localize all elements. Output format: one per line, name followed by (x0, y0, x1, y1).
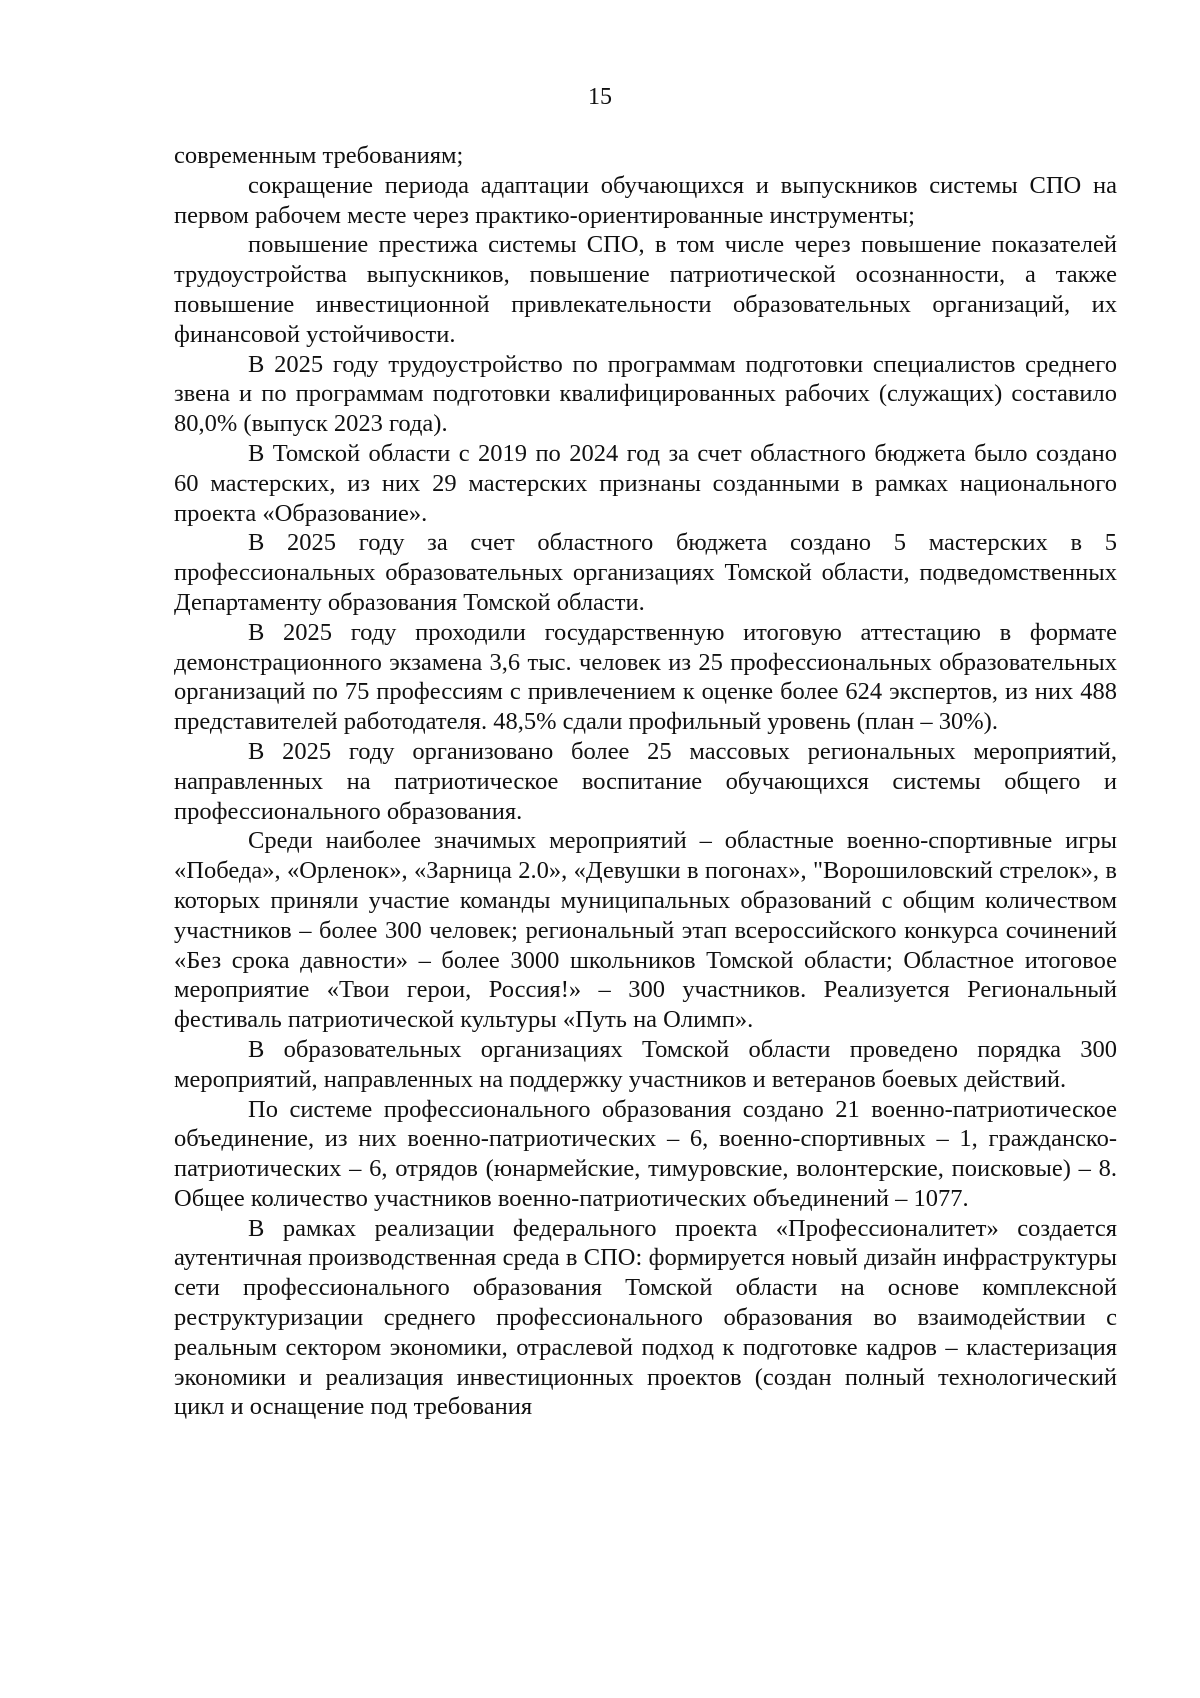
paragraph-workshops-2025: В 2025 году за счет областного бюджета создано 5 мастерских в 5 профессиональных образовательных организациях Томской области, подведомственных Департаменту образования Томской области. (174, 529, 1117, 616)
document-body (174, 141, 1117, 1422)
paragraph-workshops-2019-2024: В Томской области с 2019 по 2024 год за счет областного бюджета было создано 60 мастерских, из них 29 мастерских признаны созданными в рамках национального проекта «Образование». (174, 439, 1117, 527)
paragraph-prestige: повышение престижа системы СПО, в том числе через повышение показателей трудоустройства выпускников, повышение патриотической осознанности, а также повышение инвестиционной привлекательности образовательных организаций, их финансовой устойчивости. (174, 231, 1117, 348)
paragraph-professionalitet: В рамках реализации федерального проекта «Профессионалитет» создается аутентичная производственная среда в СПО: формируется новый дизайн инфраструктуры сети профессионального образования Томской области на основе комплексной реструктуризации среднего профессионального образования во взаимодействии с реальным сектором экономики, отраслевой подход к подготовке кадров – кластеризация экономики и реализация инвестиционных проектов (создан полный технологический цикл и оснащение под требования (174, 1214, 1117, 1421)
paragraph-significant-events: Среди наиболее значимых мероприятий – областные военно-спортивные игры «Победа», «Орленок», «Зарница 2.0», «Девушки в погонах», "Ворошиловский стрелок», в которых приняли участие команды муниципальных образований с общим количеством участников – более 300 человек; региональный этап всероссийского конкурса сочинений «Без срока давности» – более 3000 школьников Томской области; Областное итоговое мероприятие «Твои герои, Россия!» – 300 участников. Реализуется Региональный фестиваль патриотической культуры «Путь на Олимп». (174, 827, 1117, 1034)
paragraph-mass-events: В 2025 году организовано более 25 массовых региональных мероприятий, направленных на патриотическое воспитание обучающихся системы общего и профессионального образования. (174, 737, 1117, 825)
page-number: 15 (588, 84, 612, 110)
paragraph-certification: В 2025 году проходили государственную итоговую аттестацию в формате демонстрационного экзамена 3,6 тыс. человек из 25 профессиональных образовательных организаций по 75 профессиям с привлечением к оценке более 624 экспертов, из них 488 представителей работодателя. 48,5% сдали профильный уровень (план – 30%). (174, 618, 1117, 736)
paragraph-adaptation: сокращение периода адаптации обучающихся и выпускников системы СПО на первом рабочем месте через практико-ориентированные инструменты; (174, 171, 1117, 229)
paragraph-patriotic-associations: По системе профессионального образования создано 21 военно-патриотическое объединение, из них военно-патриотических – 6, военно-спортивных – 1, гражданско-патриотических – 6, отрядов (юнармейские, тимуровские, волонтерские, поисковые) – 8. Общее количество участников военно-патриотических объединений – 1077. (174, 1095, 1117, 1212)
paragraph-veterans-support: В образовательных организациях Томской области проведено порядка 300 мероприятий, направленных на поддержку участников и ветеранов боевых действий. (174, 1035, 1117, 1093)
paragraph-continuation: современным требованиям; (174, 142, 464, 169)
paragraph-employment: В 2025 году трудоустройство по программам подготовки специалистов среднего звена и по программам подготовки квалифицированных рабочих (служащих) составило 80,0% (выпуск 2023 года). (174, 350, 1117, 438)
